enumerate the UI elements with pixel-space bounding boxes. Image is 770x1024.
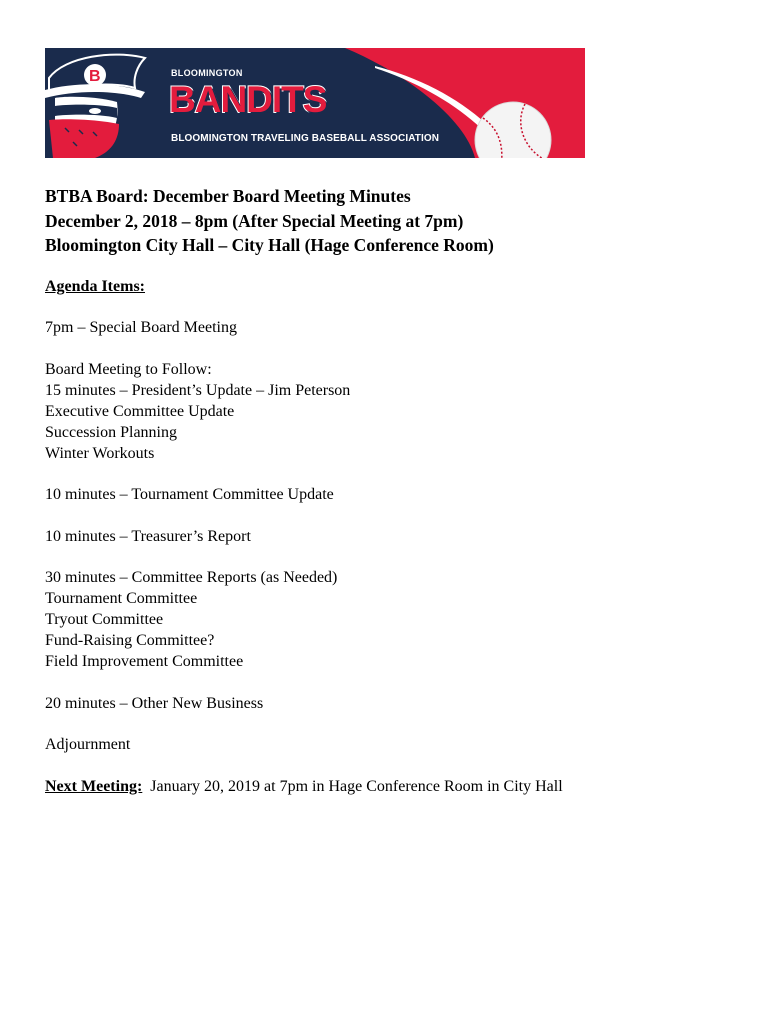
title-line-3: Bloomington City Hall – City Hall (Hage Conference Room)	[45, 235, 494, 255]
agenda-item-special: 7pm – Special Board Meeting	[45, 319, 237, 336]
banner-logo-text: BANDITS	[169, 79, 327, 120]
agenda-section	[45, 276, 745, 797]
agenda-item-exec: Executive Committee Update	[45, 402, 235, 420]
agenda-item-president: 15 minutes – President’s Update – Jim Peterson	[45, 381, 351, 399]
next-meeting-label: Next Meeting:	[45, 777, 143, 795]
agenda-item-treasurer: 10 minutes – Treasurer’s Report	[45, 527, 251, 545]
agenda-item-c-fund: Fund-Raising Committee?	[45, 632, 215, 649]
agenda-item-winter: Winter Workouts	[45, 444, 155, 462]
svg-text:B: B	[89, 68, 101, 85]
agenda-item-follow: Board Meeting to Follow:	[45, 360, 212, 378]
document-body	[45, 184, 745, 797]
header-banner	[45, 48, 585, 158]
agenda-item-c-tryout: Tryout Committee	[45, 611, 164, 628]
document-title	[45, 184, 745, 258]
agenda-item-tournament: 10 minutes – Tournament Committee Update	[45, 486, 334, 503]
next-meeting	[45, 776, 745, 797]
agenda-item-other: 20 minutes – Other New Business	[45, 694, 264, 712]
agenda-item-adjourn: Adjournment	[45, 736, 131, 753]
agenda-item-c-tournament: Tournament Committee	[45, 590, 198, 607]
title-line-2: December 2, 2018 – 8pm (After Special Meeting at 7pm)	[45, 210, 464, 231]
next-meeting-text: January 20, 2019 at 7pm in Hage Conference Room in City Hall	[150, 777, 563, 795]
agenda-item-c-field: Field Improvement Committee	[45, 653, 244, 670]
agenda-item-committee: 30 minutes – Committee Reports (as Needed)	[45, 569, 338, 586]
banner-small-text: BLOOMINGTON	[171, 68, 243, 78]
agenda-item-succession: Succession Planning	[45, 423, 177, 441]
agenda-label: Agenda Items:	[45, 277, 145, 295]
banner-association-text: BLOOMINGTON TRAVELING BASEBALL ASSOCIATION	[171, 133, 440, 144]
title-line-1: BTBA Board: December Board Meeting Minutes	[45, 186, 411, 206]
